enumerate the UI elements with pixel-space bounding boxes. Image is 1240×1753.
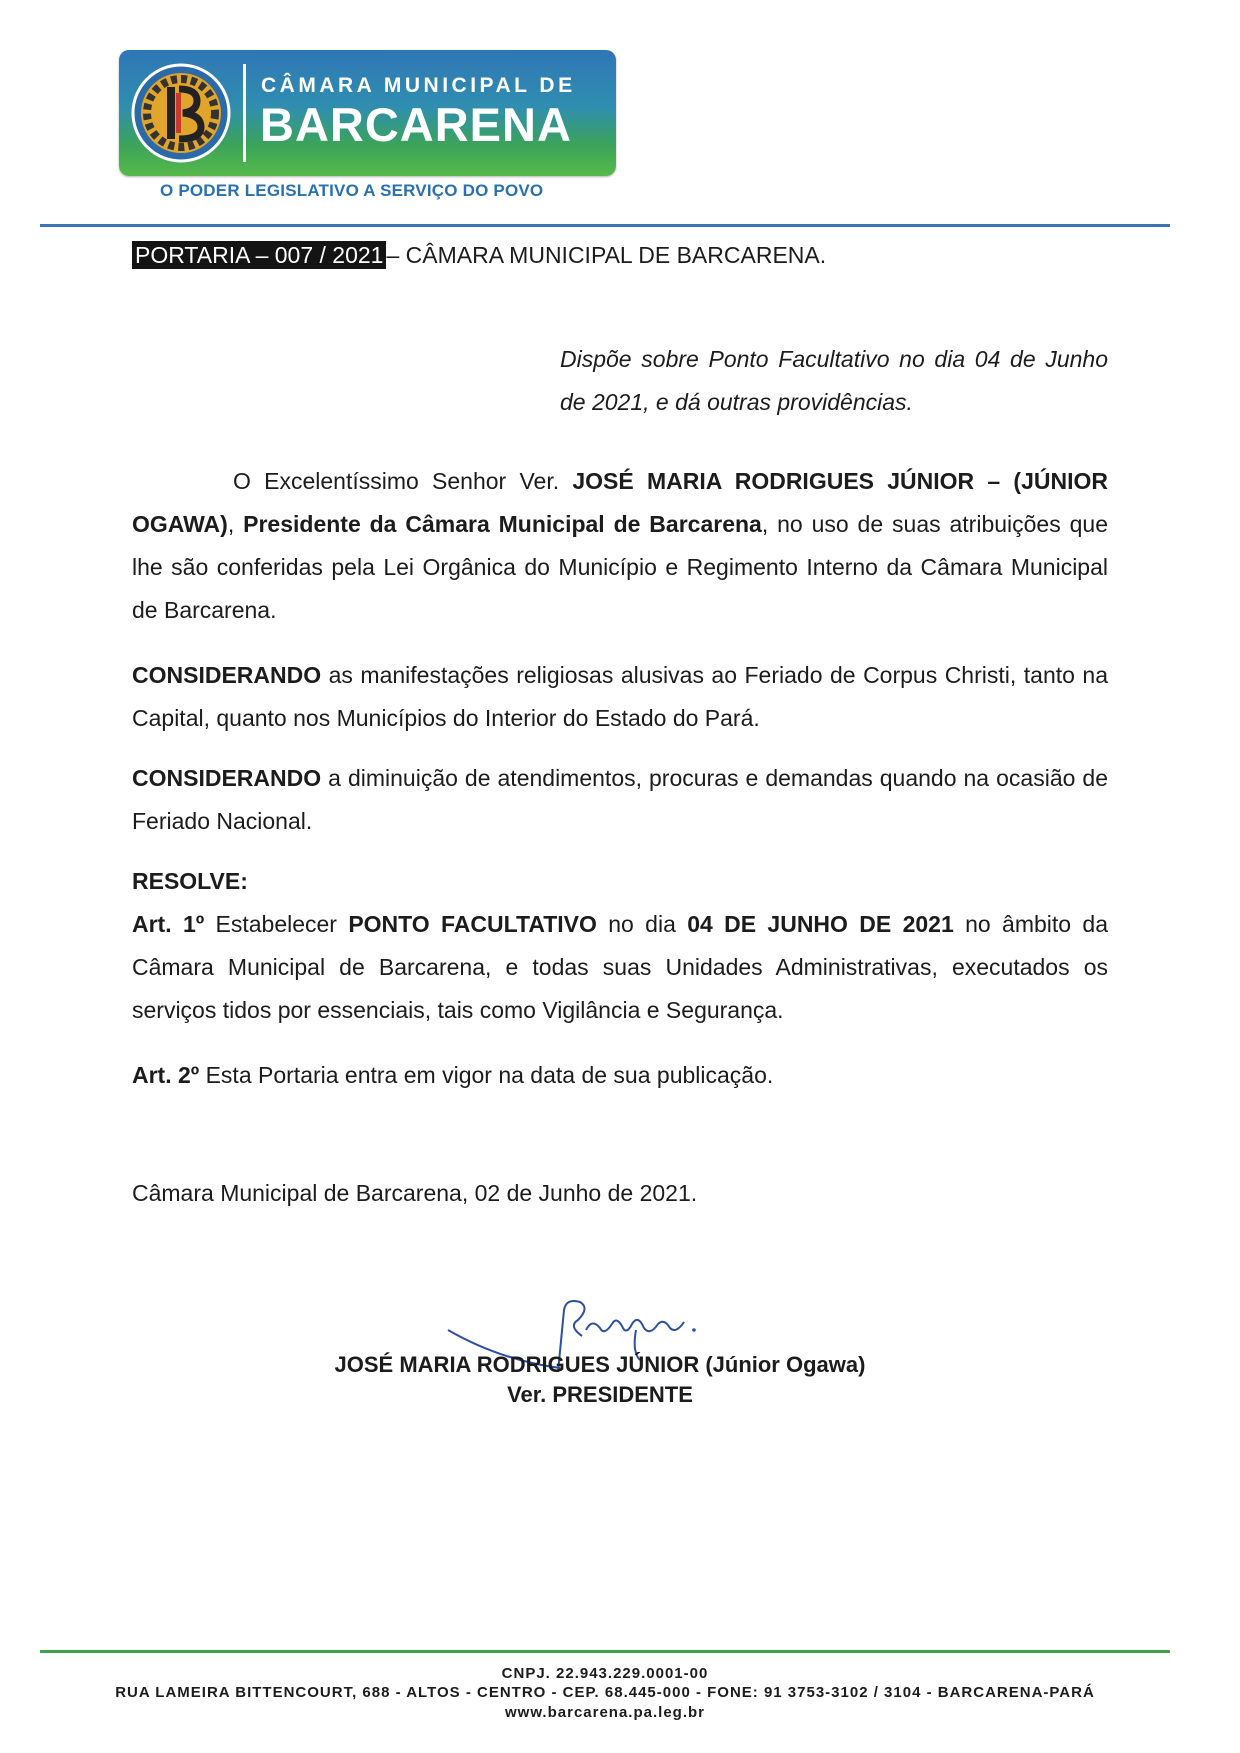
logo-title-top: CÂMARA MUNICIPAL DE: [261, 74, 576, 97]
camara-barcarena-emblem-icon: [131, 63, 231, 163]
considerando-text: as manifestações religiosas alusivas ao Feriado de Corpus Christi, tanto na Capital, quanto nos Municípios do Interior do Estado do Pará.: [132, 662, 1108, 731]
article-1-bold-2: PONTO FACULTATIVO: [348, 911, 597, 937]
institution-logo: [119, 50, 616, 176]
signer-name: JOSÉ MARIA RODRIGUES JÚNIOR (Júnior Ogawa): [334, 1352, 866, 1377]
article-1: [132, 903, 1108, 1032]
logo-divider: [243, 64, 246, 162]
header-divider: [40, 224, 1170, 227]
article-2: [132, 1054, 1108, 1097]
considerando-text: a diminuição de atendimentos, procuras e demandas quando na ocasião de Feriado Nacional.: [132, 765, 1108, 834]
article-1-text-2: no dia: [596, 911, 688, 937]
footer-cnpj: CNPJ. 22.943.229.0001-00: [501, 1665, 709, 1682]
intro-text-2: ,: [227, 511, 244, 537]
considerando-label: CONSIDERANDO: [132, 662, 322, 688]
signer-role: Ver. PRESIDENTE: [507, 1382, 693, 1407]
article-1-text-3: no âmbito da Câmara Municipal de Barcarena, e todas suas Unidades Administrativas, executados os serviços tidos por essenciais, tais como Vigilância e Segurança.: [132, 911, 1108, 1023]
intro-role: Presidente da Câmara Municipal de Barcarena: [243, 511, 762, 537]
footer-website: www.barcarena.pa.leg.br: [504, 1704, 705, 1721]
intro-name: JOSÉ MARIA RODRIGUES JÚNIOR – (JÚNIOR OGAWA): [132, 468, 1108, 537]
intro-text-3: , no uso de suas atribuições que lhe são conferidas pela Lei Orgânica do Município e Regimento Interno da Câmara Municipal de Barcarena.: [132, 511, 1108, 623]
slogan: O PODER LEGISLATIVO A SERVIÇO DO POVO: [160, 181, 544, 200]
article-1-text-1: Estabelecer: [204, 911, 349, 937]
footer-address: RUA LAMEIRA BITTENCOURT, 688 - ALTOS - CENTRO - CEP. 68.445-000 - FONE: 91 3753-3102 / 3104 - BARCARENA-PARÁ: [115, 1684, 1095, 1701]
footer-divider: [40, 1650, 1170, 1653]
portaria-number: PORTARIA – 007 / 2021: [132, 241, 386, 269]
resolve-heading: RESOLVE:: [132, 868, 248, 894]
article-1-label: Art. 1º: [132, 911, 205, 937]
article-2-text: Esta Portaria entra em vigor na data de sua publicação.: [199, 1062, 774, 1088]
intro-paragraph: [132, 460, 1108, 632]
article-1-date: 04 DE JUNHO DE 2021: [687, 911, 954, 937]
ementa: Dispõe sobre Ponto Facultativo no dia 04 de Junho de 2021, e dá outras providências.: [560, 346, 1108, 415]
intro-text-1: O Excelentíssimo Senhor Ver.: [233, 468, 573, 494]
portaria-issuer: – CÂMARA MUNICIPAL DE BARCARENA.: [386, 242, 827, 268]
portaria-title: [132, 242, 826, 269]
considerando-label: CONSIDERANDO: [132, 765, 322, 791]
article-2-label: Art. 2º: [132, 1062, 200, 1088]
logo-title-main: BARCARENA: [260, 98, 572, 151]
considerando-paragraph-2: [132, 757, 1108, 843]
place-and-date: Câmara Municipal de Barcarena, 02 de Junho de 2021.: [132, 1180, 698, 1206]
considerando-paragraph-1: [132, 654, 1108, 740]
